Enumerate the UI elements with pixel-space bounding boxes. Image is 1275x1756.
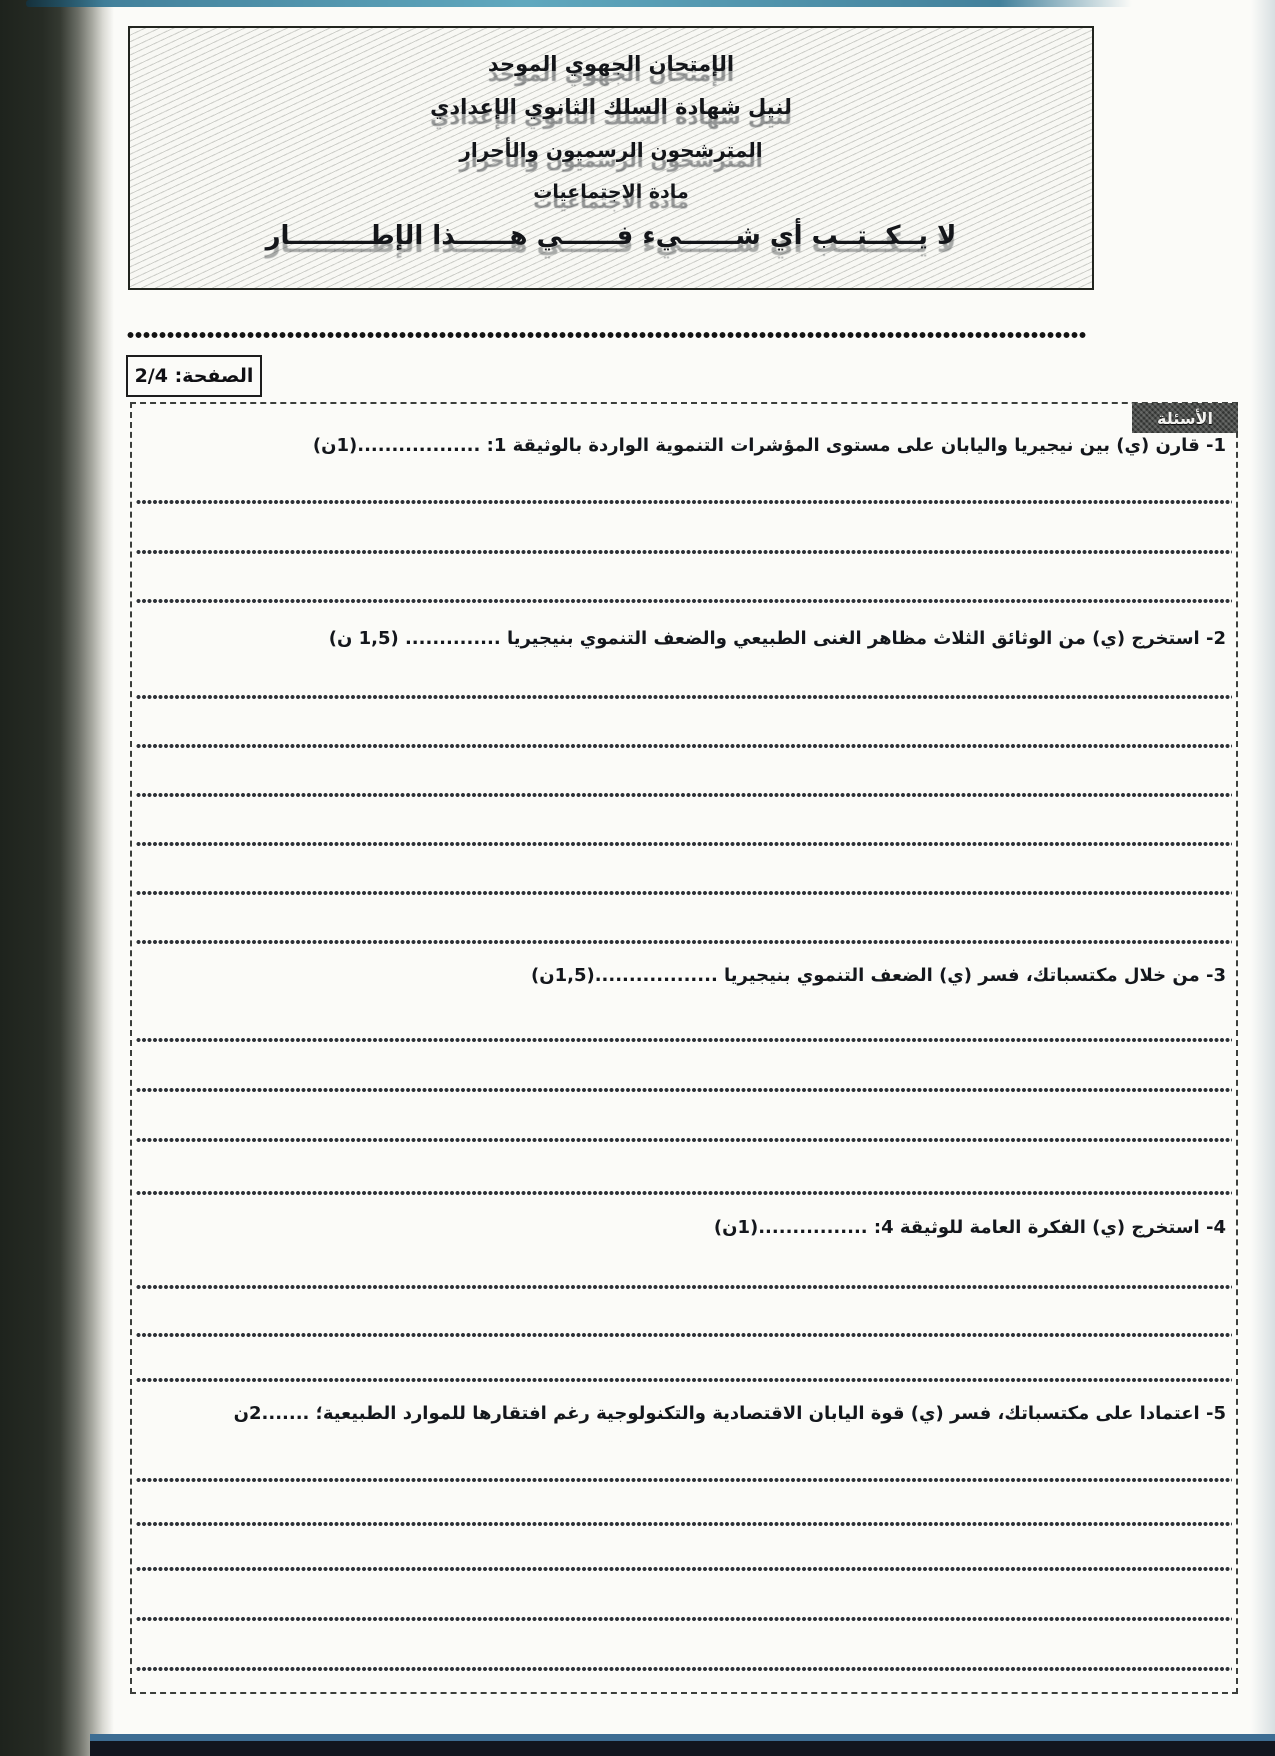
answer-dotted-line <box>136 890 1232 896</box>
answer-dotted-line <box>136 1332 1232 1338</box>
answer-dotted-line <box>136 1037 1232 1043</box>
answer-dotted-line <box>136 1284 1232 1290</box>
no-write-warning: لا يــكــتــب أي شــــــيء فــــــي هــــــذا الإطـــــــــار <box>265 221 957 251</box>
question-2: 2- استخرج (ي) من الوثائق الثلاث مظاهر الغنى الطبيعي والضعف التنموي بنيجيريا .............. (1,5 ن) <box>328 628 1226 649</box>
page-number-box <box>126 355 262 397</box>
answer-dotted-line <box>136 743 1232 749</box>
answer-dotted-line <box>136 694 1232 700</box>
question-3: 3- من خلال مكتسباتك، فسر (ي) الضعف التنموي بنيجيريا ..................(1,5ن) <box>530 965 1226 986</box>
answer-dotted-line <box>136 1666 1232 1672</box>
answer-dotted-line <box>136 1566 1232 1572</box>
answer-dotted-line <box>136 549 1232 555</box>
subject-line: مادة الاجتماعيات <box>533 181 689 203</box>
answer-dotted-line <box>136 841 1232 847</box>
answer-dotted-line <box>136 499 1232 505</box>
answer-dotted-line <box>136 792 1232 798</box>
questions-frame <box>130 402 1238 1694</box>
answer-dotted-line <box>136 1521 1232 1527</box>
answer-dotted-line <box>136 1477 1232 1483</box>
answer-dotted-line <box>136 1087 1232 1093</box>
answer-dotted-line <box>136 598 1232 604</box>
questions-corner-label: الأسئلة <box>1132 403 1238 433</box>
scan-top-line <box>26 0 1132 7</box>
book-edge-left <box>0 0 114 1756</box>
certificate-line: لنيل شهادة السلك الثانوي الإعدادي <box>430 95 792 119</box>
answer-dotted-line <box>136 1377 1232 1383</box>
candidates-line: المترشحون الرسميون والأحرار <box>459 138 763 162</box>
dotted-separator <box>127 331 1087 339</box>
question-5: 5- اعتمادا على مكتسباتك، فسر (ي) قوة اليابان الاقتصادية والتكنولوجية رغم افتقارها للموارد الطبيعية؛ .......2ن <box>233 1403 1226 1424</box>
answer-dotted-line <box>136 1616 1232 1622</box>
exam-title: الإمتحان الجهوي الموحد <box>487 52 735 76</box>
exam-header-frame <box>128 26 1094 290</box>
question-4: 4- استخرج (ي) الفكرة العامة للوثيقة 4: ................(1ن) <box>713 1217 1226 1238</box>
page-number-label: الصفحة: 2/4 <box>134 365 254 387</box>
answer-dotted-line <box>136 1137 1232 1143</box>
question-1: 1- قارن (ي) بين نيجيريا واليابان على مستوى المؤشرات التنموية الواردة بالوثيقة 1: ..................(1ن) <box>312 435 1226 456</box>
scan-right-edge <box>1251 0 1275 1756</box>
scan-bottom-edge <box>90 1734 1275 1756</box>
answer-dotted-line <box>136 939 1232 945</box>
answer-dotted-line <box>136 1190 1232 1196</box>
